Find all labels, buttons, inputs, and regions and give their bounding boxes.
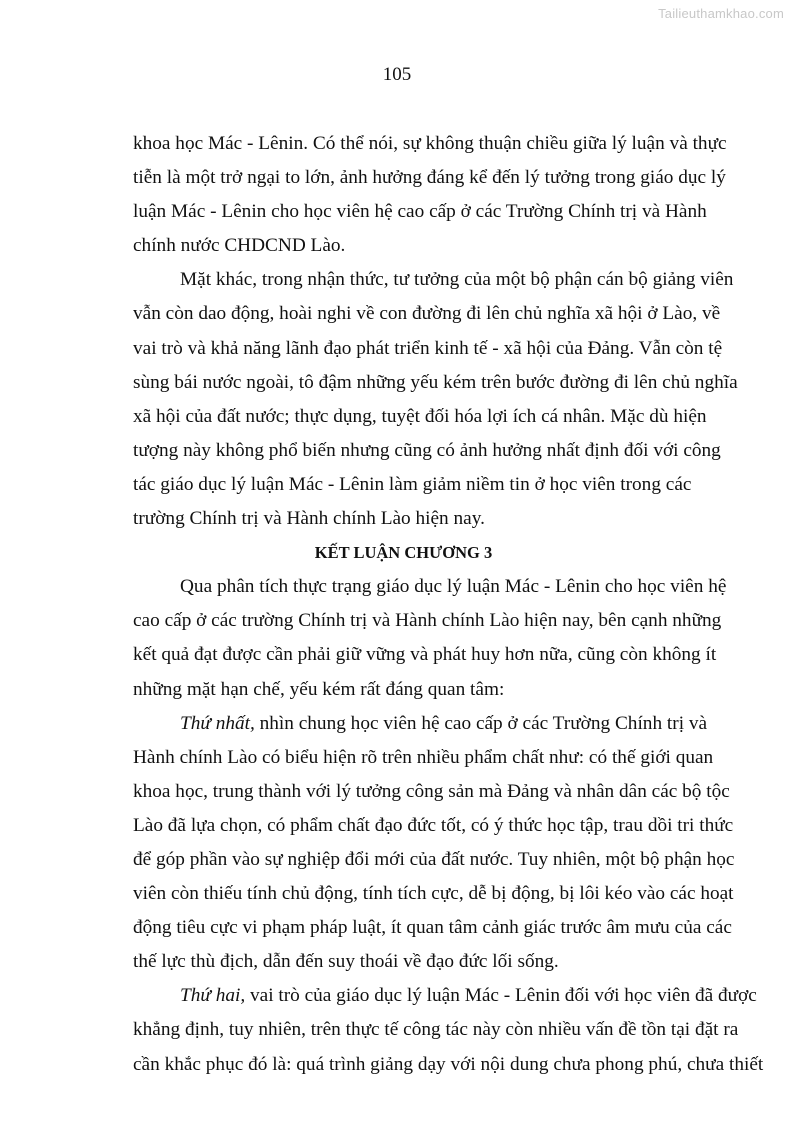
paragraph xyxy=(133,979,764,1081)
text-line: động tiêu cực vi phạm pháp luật, ít quan tâm cảnh giác trước âm mưu của các xyxy=(133,917,732,939)
text-line: tác giáo dục lý luận Mác - Lênin làm giảm niềm tin ở học viên trong các xyxy=(133,473,692,495)
text-line: luận Mác - Lênin cho học viên hệ cao cấp ở các Trường Chính trị và Hành xyxy=(133,201,707,223)
text-line: Lào đã lựa chọn, có phẩm chất đạo đức tốt, có ý thức học tập, trau dồi tri thức xyxy=(133,814,734,836)
document-body xyxy=(133,127,764,1082)
watermark: Tailieuthamkhao.com xyxy=(658,6,784,21)
text-line: Qua phân tích thực trạng giáo dục lý luận Mác - Lênin cho học viên hệ xyxy=(180,576,727,598)
text-line: sùng bái nước ngoài, tô đậm những yếu kém trên bước đường đi lên chủ nghĩa xyxy=(133,371,738,393)
text-line: tiễn là một trở ngại to lớn, ảnh hưởng đáng kể đến lý tưởng trong giáo dục lý xyxy=(133,167,726,189)
paragraph xyxy=(133,570,727,706)
text-line: những mặt hạn chế, yếu kém rất đáng quan tâm: xyxy=(133,678,505,700)
text-line: Hành chính Lào có biểu hiện rõ trên nhiều phẩm chất như: có thế giới quan xyxy=(133,746,714,768)
text-line: tượng này không phổ biến nhưng cũng có ảnh hưởng nhất định đối với công xyxy=(133,439,721,461)
text-line: cần khắc phục đó là: quá trình giảng dạy với nội dung chưa phong phú, chưa thiết xyxy=(133,1053,764,1075)
italic-lead: Thứ nhất, xyxy=(180,712,255,734)
text-line: Mặt khác, trong nhận thức, tư tưởng của một bộ phận cán bộ giảng viên xyxy=(180,269,734,291)
text-line xyxy=(133,707,708,741)
text-line: khoa học, trung thành với lý tưởng công sản mà Đảng và nhân dân các bộ tộc xyxy=(133,780,730,802)
paragraph xyxy=(133,127,727,263)
text-line: vai trò và khả năng lãnh đạo phát triển kinh tế - xã hội của Đảng. Vẫn còn tệ xyxy=(133,337,723,359)
text-run: nhìn chung học viên hệ cao cấp ở các Trường Chính trị và xyxy=(254,712,708,734)
text-line: chính nước CHDCND Lào. xyxy=(133,235,346,257)
italic-lead: Thứ hai, xyxy=(180,985,246,1007)
text-line: cao cấp ở các trường Chính trị và Hành chính Lào hiện nay, bên cạnh những xyxy=(133,610,722,632)
text-line: khẳng định, tuy nhiên, trên thực tế công tác này còn nhiều vấn đề tồn tại đặt ra xyxy=(133,1019,739,1041)
text-line: xã hội của đất nước; thực dụng, tuyệt đối hóa lợi ích cá nhân. Mặc dù hiện xyxy=(133,405,707,427)
text-line: thế lực thù địch, dẫn đến suy thoái về đạo đức lối sống. xyxy=(133,951,559,973)
text-line: kết quả đạt được cần phải giữ vững và phát huy hơn nữa, cũng còn không ít xyxy=(133,644,717,666)
text-line: khoa học Mác - Lênin. Có thể nói, sự không thuận chiều giữa lý luận và thực xyxy=(133,133,727,154)
text-line: viên còn thiếu tính chủ động, tính tích cực, dễ bị động, bị lôi kéo vào các hoạt xyxy=(133,883,734,905)
text-run: vai trò của giáo dục lý luận Mác - Lênin đối với học viên đã được xyxy=(245,985,757,1007)
text-line: để góp phần vào sự nghiệp đổi mới của đất nước. Tuy nhiên, một bộ phận học xyxy=(133,848,735,870)
text-line xyxy=(133,979,757,1013)
section-heading: KẾT LUẬN CHƯƠNG 3 xyxy=(314,543,493,563)
text-line: trường Chính trị và Hành chính Lào hiện nay. xyxy=(133,508,485,530)
paragraph xyxy=(133,707,735,980)
page-number: 105 xyxy=(382,64,412,85)
paragraph xyxy=(133,263,738,536)
text-line: vẫn còn dao động, hoài nghi về con đường đi lên chủ nghĩa xã hội ở Lào, về xyxy=(133,303,721,325)
